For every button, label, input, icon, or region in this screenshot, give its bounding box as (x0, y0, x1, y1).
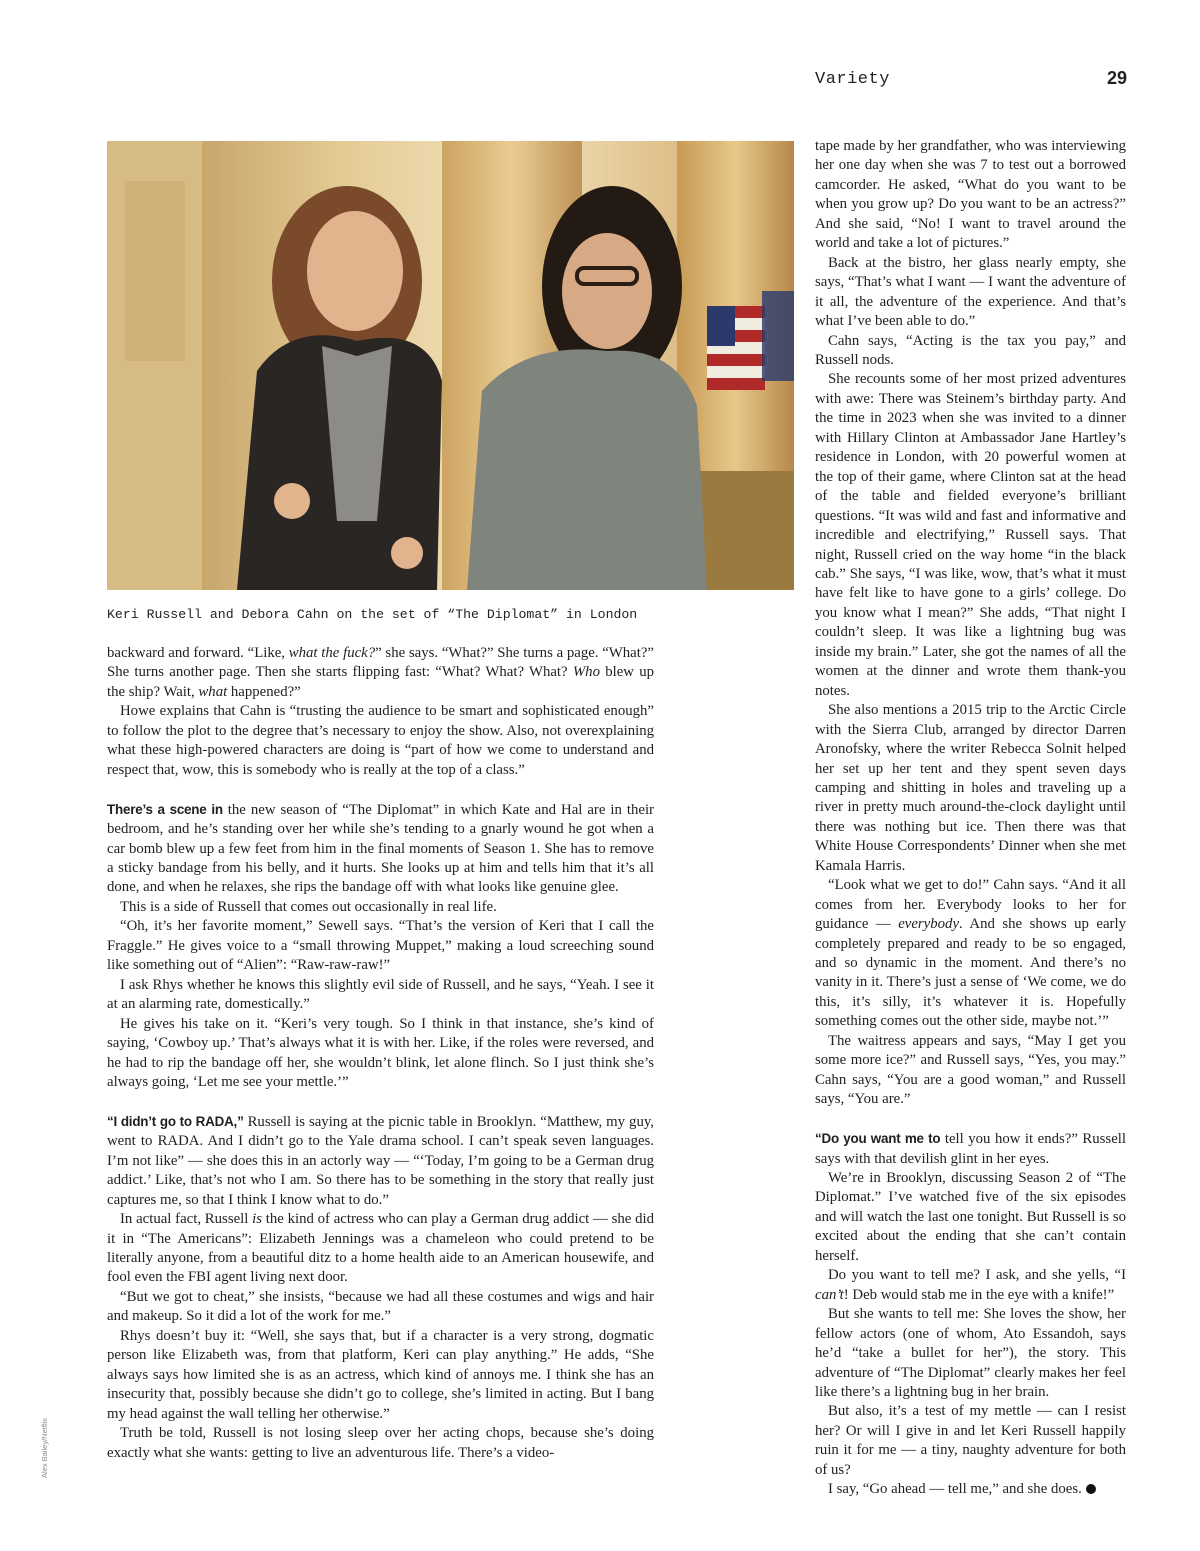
article-photo (107, 141, 794, 590)
article-right-column (815, 137, 1126, 1500)
paragraph: “But we got to cheat,” she insists, “because we had all these costumes and wigs and hair and makeup. So it did a lot of the work for me.” (107, 1288, 654, 1325)
section-paragraph: “I didn’t go to RADA,” Russell is saying at the picnic table in Brooklyn. “Matthew, my guy, went to RADA. And I didn’t go to the Yale drama school. I can’t speak seven languages. I’m not like” — she does this in an actorly way — “‘Today, I’m going to be a German drug addict.’ Like, that’s not who I am. So there has to be something in the story that really just captures me, so that I think I know what to do.” (107, 1113, 654, 1208)
paragraph: He gives his take on it. “Keri’s very tough. So I think in that instance, she’s kind of saying, ‘Cowboy up.’ That’s always what it is with her. Like, if the roles were reversed, and he had to rip the bandage off her, she wouldn’t blink, let alone flinch. So I just think she’s always going, ‘Let me see your mettle.’” (107, 1015, 654, 1090)
paragraph: Cahn says, “Acting is the tax you pay,” and Russell nods. (815, 332, 1126, 368)
paragraph: Truth be told, Russell is not losing sleep over her acting chops, because she’s doing exactly what she wants: getting to live an adventurous life. There’s a video- (107, 1425, 654, 1461)
paragraph: backward and forward. “Like, what the fuck?” she says. “What?” She turns a page. “What?” She turns another page. Then she starts flipping fast: “What? What? What? Who blew up the ship? Wait, what happened?” (107, 645, 654, 700)
photo-illustration (107, 141, 794, 590)
paragraph: She also mentions a 2015 trip to the Arctic Circle with the Sierra Club, arranged by director Darren Aronofsky, where the writer Rebecca Solnit helped her set up her tent and they spent seven days camping and shitting in holes and traveling up a river in pretty much around-the-clock daylight until there was nothing but ice. Then there was that White House Correspondents’ Dinner when she met Kamala Harris. (815, 702, 1126, 874)
paragraph: We’re in Brooklyn, discussing Season 2 of “The Diplomat.” I’ve watched five of the six episodes and will watch the last one tonight. But Russell is so excited about the ending that she can’t contain herself. (815, 1170, 1126, 1264)
paragraph: In actual fact, Russell is the kind of actress who can play a German drug addict — she did it in “The Americans”: Elizabeth Jennings was a chameleon who could pretend to be literally anyone, from a beautiful ditz to a home health aide to an American housewife, and fool even the FBI agent living next door. (107, 1211, 654, 1286)
section-lead-in: There’s a scene in (107, 801, 223, 817)
section-paragraph: “Do you want me to tell you how it ends?” Russell says with that devilish glint in her eyes. (815, 1131, 1126, 1167)
paragraph: But she wants to tell me: She loves the show, her fellow actors (one of whom, Ato Essandoh, says he’d “take a bullet for her”), the story. This adventure of “The Diplomat” clearly makes her feel like there’s a lightning bug in her brain. (815, 1306, 1126, 1400)
paragraph: Do you want to tell me? I ask, and she yells, “I can’t! Deb would stab me in the eye with a knife!” (815, 1267, 1126, 1303)
paragraph: “Oh, it’s her favorite moment,” Sewell says. “That’s the version of Keri that I call the Fraggle.” He gives voice to a “small throwing Muppet,” making a loud screeching sound like something out of “Alien”: “Raw-raw-raw!” (107, 918, 654, 974)
photo-credit: Alex Bailey/Netflix (40, 1417, 49, 1478)
photo-caption: Keri Russell and Debora Cahn on the set of “The Diplomat” in London (107, 607, 638, 622)
paragraph: She recounts some of her most prized adventures with awe: There was Steinem’s birthday party. And the time in 2023 when she was invited to a dinner with Hillary Clinton at Ambassador Jane Hartley’s residence in London, with 20 powerful women at the top of their game, where Clinton sat at the head of the table and fielded everyone’s brilliant questions. “It was wild and fast and informative and incredible and electrifying,” Russell says. That night, Russell cried on the way home “in the black cab.” She says, “I was like, wow, that’s what it must have felt like to have gone to a girls’ college. Do you know what I mean?” She adds, “That night I couldn’t sleep. It was like a lightning bug was inside my brain.” Later, she got the names of all the women at the dinner and wrote them thank-you notes. (815, 371, 1126, 699)
paragraph: “Look what we get to do!” Cahn says. “And it all comes from her. Everybody looks to her for guidance — everybody. And she shows up early completely prepared and ready to be so engaged, and so dynamic in the moment. And there’s no vanity in it. There’s just a sense of ‘We come, we do this, it’s silly, it’s whatever it is. Hopefully something comes out the other side, maybe not.’” (815, 877, 1126, 1030)
masthead: Variety (815, 70, 890, 89)
paragraph: Back at the bistro, her glass nearly empty, she says, “That’s what I want — I want the adventure of it all, the adventure of the experience. And that’s what I’ve been able to do.” (815, 254, 1126, 330)
article-left-column (107, 644, 654, 1463)
page-number: 29 (1106, 68, 1127, 88)
end-mark-icon (1086, 1484, 1096, 1494)
paragraph: But also, it’s a test of my mettle — can I resist her? Or will I give in and let Keri Russell happily ruin it for me — a tiny, naughty adventure for both of us? (815, 1403, 1126, 1478)
section-lead-in: “Do you want me to (815, 1131, 941, 1147)
paragraph: The waitress appears and says, “May I get you some more ice?” and Russell says, “Yes, you may.” Cahn says, “You are a good woman,” and Russell says, “You are.” (815, 1032, 1126, 1108)
final-paragraph: I say, “Go ahead — tell me,” and she does. (815, 1480, 1126, 1499)
paragraph: tape made by her grandfather, who was interviewing her one day when she was 7 to test out a borrowed camcorder. He asked, “What do you want to be when you grow up? Do you want to be an actress?” And she said, “No! I want to travel around the world and take a lot of pictures.” (815, 138, 1126, 252)
paragraph: Rhys doesn’t buy it: “Well, she says that, but if a character is a very strong, dogmatic person like Elizabeth was, from that platform, Keri can play anything.” He adds, “She always says how limited she is as an actress, which kind of annoys me. I think she has an insecurity that, possibly because she didn’t go to college, she’s limited in acting. But I bang my head against the wall telling her otherwise.” (107, 1327, 654, 1422)
paragraph: I ask Rhys whether he knows this slightly evil side of Russell, and he says, “Yeah. I see it at an alarming rate, domestically.” (107, 976, 654, 1013)
paragraph: This is a side of Russell that comes out occasionally in real life. (120, 898, 497, 915)
section-lead-in: “I didn’t go to RADA,” (107, 1113, 244, 1129)
section-paragraph: There’s a scene in the new season of “The Diplomat” in which Kate and Hal are in their bedroom, and he’s standing over her while she’s tending to a gnarly wound he got when a car bomb blew up a few feet from him in the final moments of Season 1. She has to remove a sticky bandage from his belly, and it hurts. She looks up at him and tells him that it’s all done, and when he relaxes, she rips the bandage off with what looks like genuine glee. (107, 801, 654, 896)
paragraph: Howe explains that Cahn is “trusting the audience to be smart and sophisticated enough” to follow the plot to the degree that’s necessary to enjoy the show. Also, not overexplaining what these high-powered characters are doing is “part of how we come to understand and respect that, wow, this is somebody who is really at the top of a class.” (107, 703, 654, 778)
